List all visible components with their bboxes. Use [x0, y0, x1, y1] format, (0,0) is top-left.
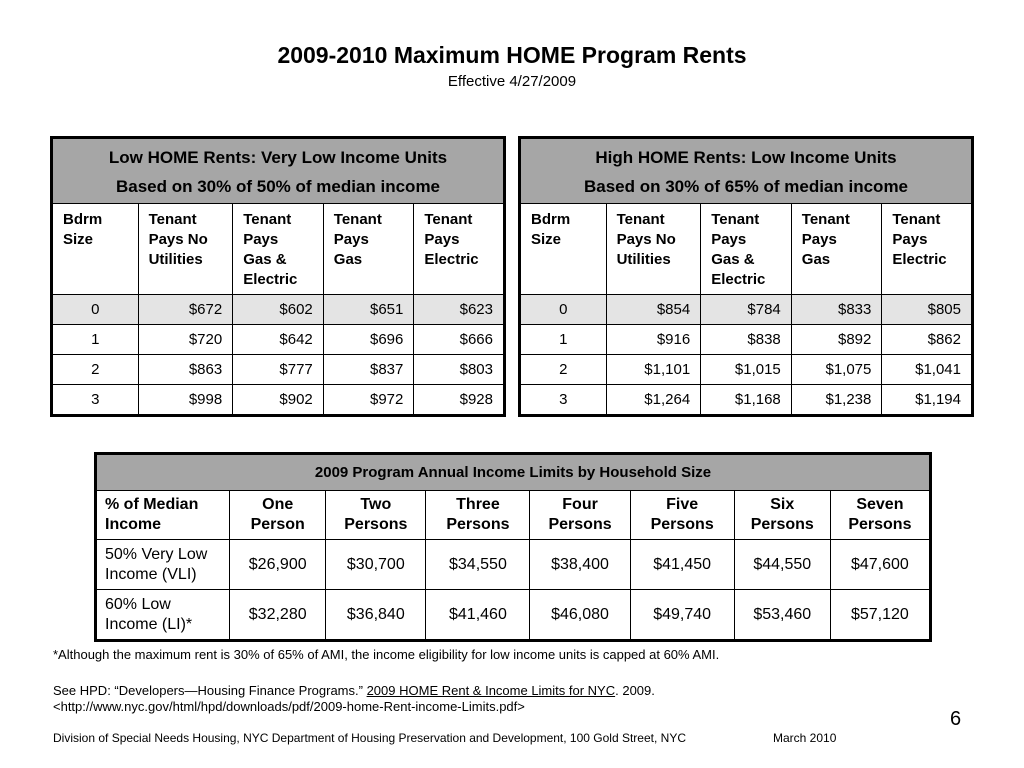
page-title: 2009-2010 Maximum HOME Program Rents: [277, 42, 747, 68]
income-limit-cell: $44,550: [734, 540, 830, 590]
high-rents-bdrm-cell: 1: [520, 325, 607, 355]
income-limits-row-label-line: Income (VLI): [105, 565, 197, 583]
low-rents-header-line1: Low HOME Rents: Very Low Income Units: [52, 138, 505, 174]
table-row: [96, 540, 931, 590]
high-rents-rent-cell: $892: [791, 325, 882, 355]
low-rents-col-header: [138, 204, 233, 295]
table-row: [52, 325, 505, 355]
low-rents-rent-cell: $998: [138, 385, 233, 416]
low-rents-col-header: [414, 204, 505, 295]
income-limits-col-header-line: Five: [666, 495, 699, 513]
income-limit-cell: $30,700: [326, 540, 426, 590]
high-rents-col-header-line: Gas &: [711, 251, 755, 268]
high-rents-bdrm-cell: 0: [520, 295, 607, 325]
low-rents-table: [50, 136, 506, 417]
income-limits-col-header-line: Persons: [848, 515, 912, 533]
income-limits-col-header: [630, 490, 734, 540]
low-rents-rent-cell: $777: [233, 355, 324, 385]
income-limits-col-header-line: Persons: [650, 515, 714, 533]
income-limit-cell: $46,080: [530, 590, 630, 641]
income-limit-cell: $34,550: [426, 540, 530, 590]
high-rents-column-headers: [520, 204, 973, 295]
low-rents-bdrm-cell: 0: [52, 295, 139, 325]
low-rents-col-header-line: Tenant: [243, 211, 292, 228]
income-limit-cell: $36,840: [326, 590, 426, 641]
low-rents-col-header-line: Tenant: [148, 211, 197, 228]
table-row: [520, 385, 973, 416]
income-limits-col-header-line: Person: [250, 515, 305, 533]
page-number: 6: [950, 708, 962, 730]
high-rents-col-header-line: Electric: [892, 251, 947, 268]
high-rents-col-header: [606, 204, 701, 295]
high-rents-col-header-line: Tenant: [801, 211, 850, 228]
low-rents-bdrm-cell: 2: [52, 355, 139, 385]
low-rents-rent-cell: $928: [414, 385, 505, 416]
table-row: [52, 355, 505, 385]
high-rents-table: [518, 136, 974, 417]
high-rents-col-header: [882, 204, 973, 295]
high-rents-col-header: [520, 204, 607, 295]
source-citation: [53, 683, 655, 698]
income-limits-col-header-line: Seven: [856, 495, 904, 513]
income-limits-col-header: [230, 490, 326, 540]
low-rents-rent-cell: $972: [323, 385, 414, 416]
low-rents-col-header: [52, 204, 139, 295]
low-rents-rent-cell: $837: [323, 355, 414, 385]
table-row: [52, 295, 505, 325]
low-rents-rent-cell: $623: [414, 295, 505, 325]
income-limits-col-header: [734, 490, 830, 540]
low-rents-col-header-line: Size: [63, 231, 94, 248]
footer-org: Division of Special Needs Housing, NYC Department of Housing Preservation and Development, 100 Gold Street, NYC: [53, 731, 686, 745]
low-rents-col-header-line: Gas &: [243, 251, 287, 268]
low-rents-rent-cell: $651: [323, 295, 414, 325]
income-limit-cell: $47,600: [830, 540, 930, 590]
income-limits-col-header-line: Persons: [750, 515, 814, 533]
income-limits-table: [94, 452, 932, 642]
income-limit-cell: $32,280: [230, 590, 326, 641]
income-limit-cell: $57,120: [830, 590, 930, 641]
low-rents-col-header-line: Pays No: [148, 231, 208, 248]
footer-date: March 2010: [773, 731, 837, 745]
income-limits-row-label-line: 50% Very Low: [105, 545, 208, 563]
high-rents-rent-cell: $916: [606, 325, 701, 355]
table-row: [96, 590, 931, 641]
footer: [53, 731, 837, 745]
income-limits-col-header-line: Persons: [548, 515, 612, 533]
high-rents-col-header: [701, 204, 792, 295]
income-limit-cell: $41,460: [426, 590, 530, 641]
high-rents-rent-cell: $805: [882, 295, 973, 325]
high-rents-rent-cell: $833: [791, 295, 882, 325]
income-limits-col-header-line: Persons: [344, 515, 408, 533]
high-rents-rent-cell: $1,194: [882, 385, 973, 416]
low-rents-col-header-line: Tenant: [424, 211, 473, 228]
low-rents-bdrm-cell: 1: [52, 325, 139, 355]
high-rents-col-header-line: Pays: [801, 231, 837, 248]
table-row: [52, 385, 505, 416]
high-rents-rent-cell: $1,101: [606, 355, 701, 385]
low-rents-col-header-line: Pays: [243, 231, 279, 248]
high-rents-rent-cell: $1,238: [791, 385, 882, 416]
low-rents-rent-cell: $666: [414, 325, 505, 355]
low-rents-header-line2: Based on 30% of 50% of median income: [52, 173, 505, 204]
low-rents-rent-cell: $672: [138, 295, 233, 325]
high-rents-col-header: [791, 204, 882, 295]
high-rents-bdrm-cell: 3: [520, 385, 607, 416]
low-rents-col-header-line: Utilities: [148, 251, 203, 268]
high-rents-bdrm-cell: 2: [520, 355, 607, 385]
low-rents-col-header-line: Electric: [424, 251, 479, 268]
high-rents-header-line2: Based on 30% of 65% of median income: [520, 173, 973, 204]
high-rents-rent-cell: $1,075: [791, 355, 882, 385]
high-rents-col-header-line: Pays: [711, 231, 747, 248]
high-rents-col-header-line: Utilities: [616, 251, 671, 268]
income-limits-row-label-line: Income (LI)*: [105, 615, 193, 633]
income-limit-cell: $49,740: [630, 590, 734, 641]
income-limits-col-header-line: Persons: [446, 515, 510, 533]
high-rents-col-header-line: Size: [531, 231, 562, 248]
income-limits-col-header-line: One: [262, 495, 294, 513]
high-rents-rent-cell: $784: [701, 295, 792, 325]
source-suffix: . 2009.: [615, 683, 655, 698]
source-url: <http://www.nyc.gov/html/hpd/downloads/pdf/2009-home-Rent-income-Limits.pdf>: [53, 699, 525, 714]
income-limits-col-header-line: Income: [105, 515, 162, 533]
low-rents-col-header-line: Bdrm: [63, 211, 103, 228]
high-rents-rent-cell: $838: [701, 325, 792, 355]
low-rents-col-header: [323, 204, 414, 295]
high-rents-rent-cell: $1,264: [606, 385, 701, 416]
low-rents-rent-cell: $863: [138, 355, 233, 385]
page-subtitle: Effective 4/27/2009: [447, 73, 577, 90]
low-rents-rent-cell: $803: [414, 355, 505, 385]
high-rents-col-header-line: Bdrm: [531, 211, 571, 228]
low-rents-rent-cell: $642: [233, 325, 324, 355]
high-rents-header-line1: High HOME Rents: Low Income Units: [520, 138, 973, 174]
high-rents-col-header-line: Electric: [711, 271, 766, 288]
high-rents-col-header-line: Gas: [801, 251, 831, 268]
income-limits-header: 2009 Program Annual Income Limits by Household Size: [96, 454, 931, 491]
high-rents-rent-cell: $1,041: [882, 355, 973, 385]
low-rents-rent-cell: $902: [233, 385, 324, 416]
income-limit-cell: $53,460: [734, 590, 830, 641]
low-rents-col-header-line: Tenant: [333, 211, 382, 228]
table-row: [520, 295, 973, 325]
low-rents-col-header-line: Gas: [333, 251, 363, 268]
income-limits-col-header-line: Two: [360, 495, 392, 513]
high-rents-rent-cell: $1,168: [701, 385, 792, 416]
income-limits-col-header: [326, 490, 426, 540]
low-rents-column-headers: [52, 204, 505, 295]
high-rents-col-header-line: Tenant: [892, 211, 941, 228]
low-rents-rent-cell: $602: [233, 295, 324, 325]
income-limits-column-headers: [96, 490, 931, 540]
source-link[interactable]: 2009 HOME Rent & Income Limits for NYC: [366, 683, 616, 698]
table-row: [520, 355, 973, 385]
high-rents-col-header-line: Tenant: [711, 211, 760, 228]
income-limits-row-label: [96, 590, 230, 641]
income-limits-col-header-line: Six: [770, 495, 795, 513]
high-rents-rent-cell: $854: [606, 295, 701, 325]
low-rents-col-header: [233, 204, 324, 295]
table-row: [520, 325, 973, 355]
income-limits-col-header-line: Four: [562, 495, 598, 513]
income-limits-col-header: [530, 490, 630, 540]
low-rents-bdrm-cell: 3: [52, 385, 139, 416]
income-limit-cell: $38,400: [530, 540, 630, 590]
income-limit-cell: $41,450: [630, 540, 734, 590]
income-limits-row-label-line: 60% Low: [105, 595, 171, 613]
high-rents-col-header-line: Pays No: [616, 231, 676, 248]
income-limits-col-header: [96, 490, 230, 540]
income-limit-cell: $26,900: [230, 540, 326, 590]
low-rents-rent-cell: $696: [323, 325, 414, 355]
low-rents-col-header-line: Pays: [333, 231, 369, 248]
income-limits-col-header: [830, 490, 930, 540]
low-rents-col-header-line: Pays: [424, 231, 460, 248]
income-limits-col-header-line: Three: [456, 495, 500, 513]
income-limits-row-label: [96, 540, 230, 590]
low-rents-col-header-line: Electric: [243, 271, 298, 288]
income-limits-col-header: [426, 490, 530, 540]
high-rents-rent-cell: $1,015: [701, 355, 792, 385]
high-rents-col-header-line: Tenant: [616, 211, 665, 228]
source-prefix: See HPD: “Developers—Housing Finance Programs.”: [53, 683, 367, 698]
high-rents-rent-cell: $862: [882, 325, 973, 355]
footnote: *Although the maximum rent is 30% of 65% of AMI, the income eligibility for low income units is capped at 60% AMI.: [53, 647, 720, 662]
income-limits-col-header-line: % of Median: [105, 495, 199, 513]
low-rents-rent-cell: $720: [138, 325, 233, 355]
high-rents-col-header-line: Pays: [892, 231, 928, 248]
